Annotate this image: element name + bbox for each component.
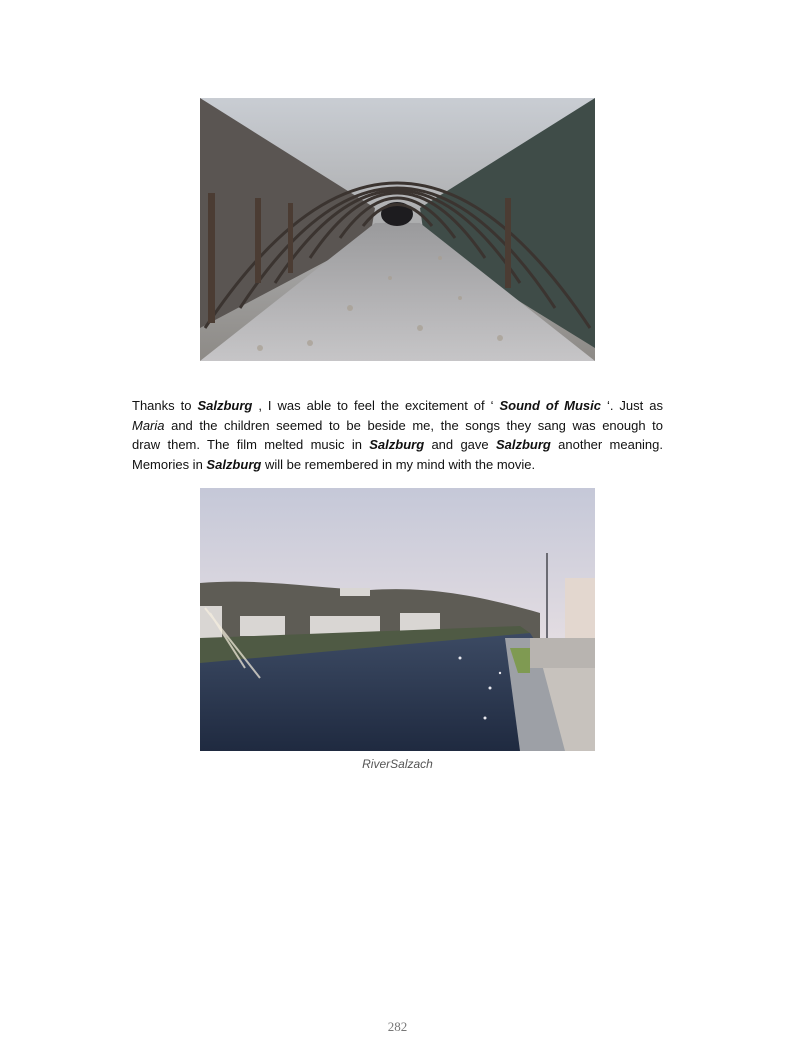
photo-caption: RiverSalzach: [362, 757, 433, 771]
river-photo: [200, 488, 595, 751]
arbor-tunnel-photo: [200, 98, 595, 361]
body-paragraph: [132, 396, 663, 475]
emphasis-salzburg: Salzburg: [495, 437, 551, 453]
emphasis-maria: Maria: [132, 417, 165, 433]
text-run: will be remembered in my mind with the movie.: [261, 457, 536, 473]
paragraph-line: [132, 396, 663, 416]
emphasis-salzburg: Salzburg: [369, 437, 425, 453]
paragraph-line: [132, 416, 663, 436]
emphasis-sound-of-music: Sound of Music: [499, 398, 601, 413]
text-run: Memories in: [132, 457, 207, 473]
text-run: and gave: [424, 437, 496, 453]
text-run: another meaning.: [550, 437, 664, 453]
text-run: Thanks to: [132, 398, 198, 413]
text-run: and the children seemed to be beside me, the songs they sang was enough to: [164, 417, 663, 433]
emphasis-salzburg: Salzburg: [197, 398, 253, 413]
text-run: ‘. Just as: [600, 398, 663, 413]
text-run: draw them. The film melted music in: [132, 437, 370, 453]
paragraph-line: [132, 435, 663, 455]
page-number: 282: [387, 1019, 408, 1034]
emphasis-salzburg: Salzburg: [206, 457, 262, 473]
paragraph-line: [132, 455, 663, 475]
text-run: , I was able to feel the excitement of ‘: [252, 398, 500, 413]
